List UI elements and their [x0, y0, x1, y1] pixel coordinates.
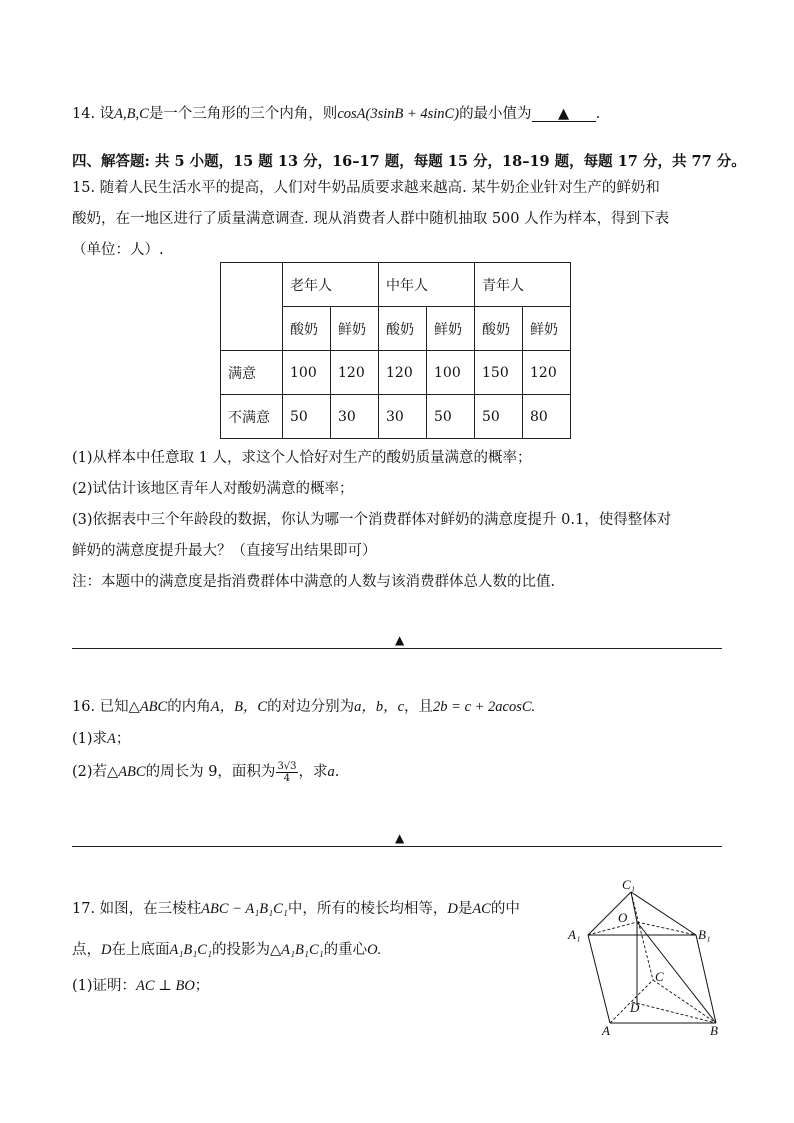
q16-part2-end: .: [334, 764, 340, 780]
q16-part2-text-b: 的周长为 9，面积为: [145, 764, 276, 780]
prism-figure: [560, 875, 750, 1040]
q16-part2-triangle: △ABC: [107, 764, 146, 780]
subheader-cell: 酸奶: [475, 307, 523, 351]
table-cell: 30: [379, 395, 427, 439]
q17-text-b: 中，所有的棱长均相等，: [287, 901, 448, 917]
q16-triangle: △ABC: [128, 699, 168, 715]
q16-angles: A，B，C: [210, 699, 268, 715]
table-cell: 150: [475, 351, 523, 395]
label-o: O: [618, 910, 628, 925]
q17-point-o: O.: [367, 942, 382, 958]
row-label: 满意: [221, 351, 283, 395]
table-cell: 100: [427, 351, 475, 395]
q16-number: 16. 已知: [72, 699, 129, 715]
table-cell: 50: [427, 395, 475, 439]
q15-part2: (2)试估计该地区青年人对酸奶满意的概率；: [72, 481, 354, 497]
q16-part2-text-c: ，求: [298, 764, 328, 780]
q14-number: 14.: [72, 106, 96, 122]
edge-c1-b1: [631, 892, 696, 935]
q17-top-face: A₁B₁C₁: [169, 942, 212, 958]
q16-equation: 2b = c + 2acosC.: [433, 699, 536, 715]
q17-line2-text-e: 的重心: [323, 942, 368, 958]
q16-sides: a，b，c: [354, 699, 405, 715]
q15-part3-line1: (3)依据表中三个年龄段的数据，你认为哪一个消费群体对鲜奶的满意度提升 0.1，使得整体对: [72, 512, 672, 528]
q17-line2-text-a: 点，: [72, 942, 101, 958]
q14-text-c: 的最小值为: [459, 106, 532, 122]
q16-area-fraction: [276, 761, 297, 784]
segment-d-b: [632, 1002, 716, 1023]
label-a: A: [602, 1023, 610, 1038]
table-cell: 50: [475, 395, 523, 439]
q16-part2: [72, 760, 339, 784]
subheader-cell: 酸奶: [283, 307, 331, 351]
q16-part1-end: ；: [115, 731, 131, 747]
survey-table: [220, 262, 571, 439]
q15-note: 注：本题中的满意度是指消费群体中满意的人数与该消费群体总人数的比值.: [72, 574, 556, 590]
edge-c1-c: [631, 892, 653, 980]
table-cell: 100: [283, 351, 331, 395]
section4-heading: 四、解答题: [72, 153, 145, 170]
table-cell: 120: [331, 351, 379, 395]
q15-line3: （单位：人）.: [72, 242, 164, 258]
segment-a1-o: [588, 922, 637, 935]
q17-line2-point-d: D: [101, 942, 112, 958]
q16-part2-text: (2)若: [72, 764, 108, 780]
q15-line2: 酸奶，在一地区进行了质量满意调查. 现从消费者人群中随机抽取 500 人作为样本，得到下表: [72, 211, 670, 227]
section4-heading-line: [72, 150, 746, 171]
table-row: [221, 351, 571, 395]
q17-top-triangle: △A₁B₁C₁: [270, 942, 324, 958]
table-cell: 30: [331, 395, 379, 439]
table-cell: 120: [523, 351, 571, 395]
group-header: 中年人: [379, 263, 475, 307]
group-header: 老年人: [283, 263, 379, 307]
label-c1: C₁: [622, 877, 636, 892]
group-header: 青年人: [475, 263, 571, 307]
q17-part1-end: ；: [194, 978, 210, 994]
table-row: [221, 395, 571, 439]
section4-detail: : 共 5 小题，15 题 13 分，16–17 题，每题 15 分，18–19 题，每题 17 分，共 77 分。: [144, 153, 746, 170]
edge-c-b: [653, 980, 716, 1023]
q17-point-d: D: [447, 901, 458, 917]
q15-part3-line2: 鲜奶的满意度提升最大？（直接写出结果即可）: [72, 543, 377, 559]
q16-answer-mark: ▲: [395, 831, 405, 845]
subheader-cell: 鲜奶: [427, 307, 475, 351]
q14-expression: cosA(3sinB + 4sinC): [337, 106, 460, 122]
edge-a1-a: [588, 935, 610, 1023]
label-d: D: [630, 1000, 640, 1015]
table-cell: 50: [283, 395, 331, 439]
row-label: 不满意: [221, 395, 283, 439]
table-cell: 80: [523, 395, 571, 439]
q17-part1: [72, 974, 209, 995]
q14-text-b: 是一个三角形的三个内角，则: [148, 106, 338, 122]
label-b1: B₁: [698, 927, 711, 942]
q16-part1: [72, 727, 130, 748]
q16-text-c: 的对边分别为: [267, 699, 355, 715]
q15-part1: (1)从样本中任意取 1 人，求这个人恰好对生产的酸奶质量满意的概率；: [72, 450, 532, 466]
q17-line2-text-c: 的投影为: [212, 942, 270, 958]
q16-part1-var: A: [107, 731, 116, 747]
q17-line2-text-b: 在上底面: [111, 942, 170, 958]
q17-part1-text: (1)证明：: [72, 978, 137, 994]
q17-part1-expr: AC ⊥ BO: [136, 978, 195, 994]
q16-answer-divider: [72, 846, 722, 847]
q14-end: .: [595, 106, 601, 122]
q14-text-a: 设: [99, 106, 115, 122]
label-c: C: [655, 969, 664, 984]
subheader-cell: 鲜奶: [331, 307, 379, 351]
fraction-denominator: 4: [283, 772, 291, 784]
segment-a1-c1-inner: [631, 892, 637, 922]
label-a1: A₁: [568, 927, 581, 942]
q16-text-b: 的内角: [167, 699, 211, 715]
q17-prism: ABC − A₁B₁C₁: [201, 901, 288, 917]
q16-line1: [72, 695, 535, 716]
subheader-cell: 鲜奶: [523, 307, 571, 351]
fraction-numerator: 3√3: [277, 760, 297, 772]
q15-line1: 15. 随着人民生活水平的提高，人们对牛奶品质要求越来越高. 某牛奶企业针对生产的鲜奶和: [72, 180, 660, 196]
table-row: [221, 263, 571, 307]
q17-text-c: 是: [457, 901, 473, 917]
q15-answer-mark: ▲: [395, 633, 405, 647]
q17-edge-ac: AC: [472, 901, 491, 917]
q17-line1: [72, 897, 520, 918]
table-cell: 120: [379, 351, 427, 395]
q14-line: [72, 102, 600, 123]
q15-answer-divider: [72, 648, 722, 649]
q16-part2-var: a: [327, 764, 335, 780]
q14-answer-blank: ▲: [532, 107, 596, 122]
q16-part1-text: (1)求: [72, 731, 108, 747]
q17-text-a: 17. 如图，在三棱柱: [72, 901, 202, 917]
q14-vars: A,B,C: [114, 106, 149, 122]
q17-line2: [72, 938, 381, 959]
label-b: B: [710, 1023, 718, 1038]
subheader-cell: 酸奶: [379, 307, 427, 351]
q16-text-d: ，且: [404, 699, 434, 715]
table-corner-cell: [221, 263, 283, 351]
q17-text-e: 的中: [490, 901, 520, 917]
